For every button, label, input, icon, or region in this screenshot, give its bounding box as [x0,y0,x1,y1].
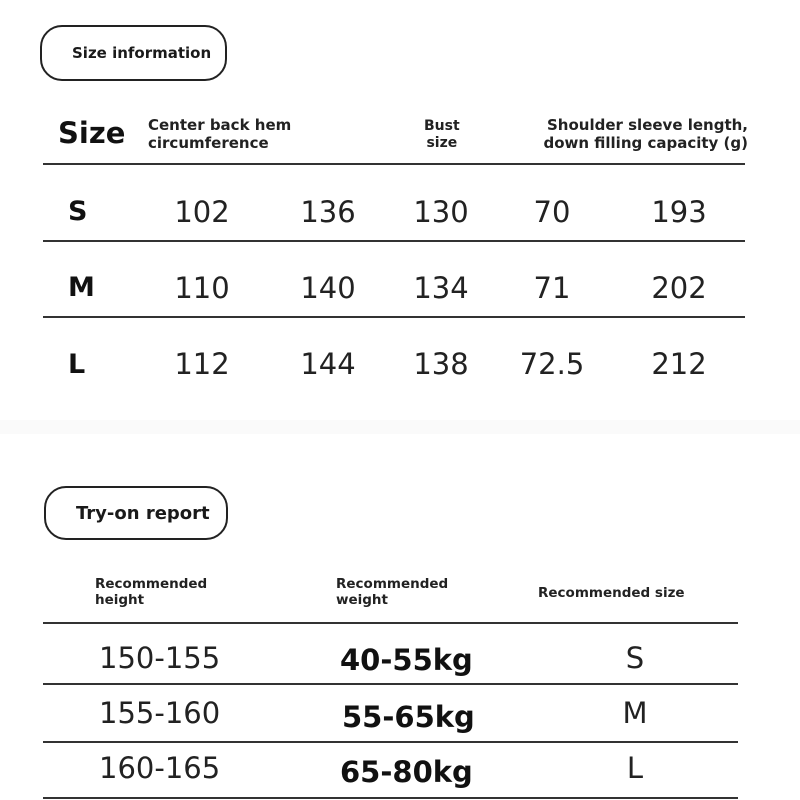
weight-cell: 55-65kg [342,700,475,734]
header-shoulder-line2: down filling capacity (g) [543,134,748,152]
table-cell: 140 [300,271,356,305]
header-height-line1: Recommended [95,576,208,592]
size-header-label: Size [58,116,126,150]
header-center-back-line1: Center back hem [148,116,292,134]
header-bust [424,118,460,152]
table-cell: 136 [300,195,356,229]
try-on-report-badge [44,486,228,540]
table-cell: 71 [533,271,571,305]
row-divider [43,316,745,318]
size-information-label: Size information [72,44,212,62]
size-cell: L [626,751,644,785]
table-cell: 212 [651,347,707,381]
weight-cell: 40-55kg [340,643,473,677]
table-cell: 72.5 [519,347,585,381]
row-divider [43,741,738,743]
table-cell: 138 [413,347,469,381]
row-divider [43,683,738,685]
table-cell: 193 [651,195,707,229]
height-cell: 160-165 [99,751,221,785]
row-size-label: M [68,272,95,303]
table-cell: 130 [413,195,469,229]
size-cell: S [625,641,645,675]
table-cell: 144 [300,347,356,381]
header-weight-line2: weight [336,592,388,608]
weight-cell: 65-80kg [340,755,473,789]
table-cell: 110 [174,271,230,305]
row-size-label: L [68,349,86,380]
size-cell: M [622,696,648,730]
table-cell: 102 [174,195,230,229]
header-center-back-line2: circumference [148,134,269,152]
header-bust-line1: Bust [424,118,460,134]
try-on-table-divider [43,622,738,624]
row-divider [43,797,738,799]
table-cell: 70 [533,195,571,229]
header-recommended-weight [336,576,448,608]
row-size-label: S [68,196,88,227]
size-information-badge [40,25,227,81]
try-on-report-label: Try-on report [76,502,210,524]
header-shoulder-line1: Shoulder sleeve length, [546,116,748,134]
row-divider [43,240,745,242]
table-cell: 202 [651,271,707,305]
table-cell: 134 [413,271,469,305]
table-cell: 112 [174,347,230,381]
header-center-back [148,116,291,152]
size-table-divider [43,163,745,165]
header-height-line2: height [95,592,145,608]
height-cell: 155-160 [99,696,221,730]
section-separator [0,420,800,434]
header-shoulder [537,116,748,152]
height-cell: 150-155 [99,641,221,675]
header-recommended-height [95,576,207,608]
header-recommended-size: Recommended size [538,585,685,601]
header-weight-line1: Recommended [336,576,449,592]
header-bust-line2: size [426,135,458,151]
